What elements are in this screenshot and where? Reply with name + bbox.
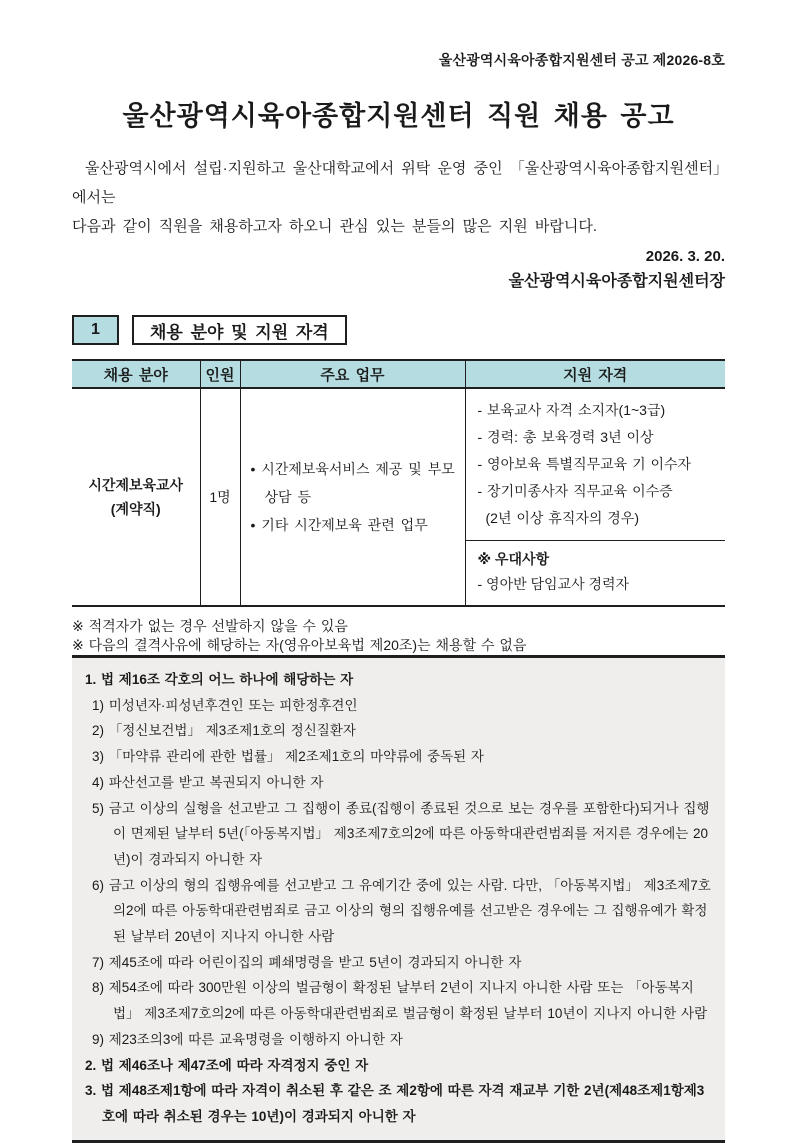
disqualification-subitem: 2) 「정신보건법」 제3조제1호의 정신질환자: [92, 723, 356, 739]
qualification-item: - 영아보육 특별직무교육 기 이수자: [477, 456, 692, 472]
note-line: ※ 다음의 결격사유에 해당하는 자(영유아보육법 제20조)는 채용할 수 없음: [72, 636, 527, 653]
disqualification-subitem: 3) 「마약류 관리에 관한 법률」 제2조제1호의 마약류에 중독된 자: [92, 749, 484, 765]
disqualification-item-2: 2. 법 제46조나 제47조에 따라 자격정지 중인 자: [85, 1057, 369, 1073]
notice-number: 울산광역시육아종합지원센터 공고 제2026-8호: [438, 52, 725, 68]
intro-line-1: 울산광역시에서 설립·지원하고 울산대학교에서 위탁 운영 중인 「울산광역시육아종합지원센터」에서는: [72, 160, 721, 206]
section-number-badge: 1: [72, 315, 119, 345]
disqualification-subitem: 4) 파산선고를 받고 복권되지 아니한 자: [92, 774, 324, 790]
table-row: [72, 388, 725, 541]
column-header-field: 채용 분야: [72, 360, 200, 388]
intro-paragraph: [72, 154, 725, 241]
cell-duties: [240, 388, 465, 606]
announcement-signer: 울산광역시육아종합지원센터장: [508, 273, 725, 290]
preference-item: - 영아반 담임교사 경력자: [477, 576, 630, 592]
table-header-row: [72, 360, 725, 388]
section-title: 채용 분야 및 지원 자격: [132, 315, 347, 345]
qualification-item: - 장기미종사자 직무교육 이수증: [477, 483, 673, 499]
cell-preference: [465, 541, 725, 607]
announcement-date: 2026. 3. 20.: [645, 248, 725, 265]
disqualification-subitem: 6) 금고 이상의 형의 집행유예를 선고받고 그 유예기간 중에 있는 사람. 다만, 「아동복지법」 제3조제7호의2에 따른 아동학대관련범죄로 금고 이상의 형의 집행유예를 선고받은 경우에는 그 집행유예가 확정된 날부터 20년이 지나지 아니한 사람: [92, 877, 711, 945]
column-header-count: 인원: [200, 360, 240, 388]
disqualification-subitem: 7) 제45조에 따라 어린이집의 폐쇄명령을 받고 5년이 경과되지 아니한 자: [92, 954, 522, 970]
duty-item: • 기타 시간제보육 관련 업무: [250, 517, 428, 533]
cell-field: [72, 388, 200, 606]
preference-title: ※ 우대사항: [477, 551, 550, 567]
notes-block: [72, 617, 725, 654]
disqualification-subitem: 1) 미성년자·피성년후견인 또는 피한정후견인: [92, 697, 358, 713]
field-type: (계약직): [110, 501, 161, 517]
column-header-qualifications: 지원 자격: [465, 360, 725, 388]
note-line: ※ 적격자가 없는 경우 선발하지 않을 수 있음: [72, 618, 348, 634]
intro-line-2: 다음과 같이 직원을 채용하고자 하오니 관심 있는 분들의 많은 지원 바랍니다.: [72, 218, 598, 235]
recruitment-table: [72, 359, 725, 607]
disqualification-box: [72, 655, 725, 1143]
column-header-duties: 주요 업무: [240, 360, 465, 388]
disqualification-item-3: 3. 법 제48조제1항에 따라 자격이 취소된 후 같은 조 제2항에 따른 자격 재교부 기한 2년(제48조제1항제3호에 따라 취소된 경우는 10년)이 경과되지 아니한 자: [85, 1083, 705, 1124]
section-1-header: [72, 315, 725, 345]
qualification-item: - 보육교사 자격 소지자(1~3급): [477, 402, 666, 418]
disqualification-item-1: 1. 법 제16조 각호의 어느 하나에 해당하는 자: [85, 672, 354, 687]
disqualification-subitem: 8) 제54조에 따라 300만원 이상의 벌금형이 확정된 날부터 2년이 지나지 아니한 사람 또는 「아동복지법」 제3조제7호의2에 따른 아동학대관련범죄로 벌금형이 확정된 날부터 10년이 지나지 아니한 사람: [92, 980, 708, 1022]
field-name: 시간제보육교사: [88, 477, 184, 493]
cell-qualifications: [465, 388, 725, 541]
page-title: 울산광역시육아종합지원센터 직원 채용 공고: [122, 101, 675, 131]
qualification-item: - 경력: 총 보육경력 3년 이상: [477, 429, 654, 445]
duty-item: • 시간제보육서비스 제공 및 부모 상담 등: [250, 461, 455, 505]
cell-count: 1명: [200, 388, 240, 606]
qualification-item: (2년 이상 휴직자의 경우): [485, 510, 639, 526]
disqualification-subitem: 9) 제23조의3에 따른 교육명령을 이행하지 아니한 자: [92, 1031, 403, 1047]
disqualification-subitem: 5) 금고 이상의 실형을 선고받고 그 집행이 종료(집행이 종료된 것으로 보는 경우를 포함한다)되거나 집행이 면제된 날부터 5년(「아동복지법」 제3조제7호의2에 따른 아동학대관련범죄를 저지른 경우에는 20년)이 경과되지 아니한 자: [92, 800, 710, 867]
